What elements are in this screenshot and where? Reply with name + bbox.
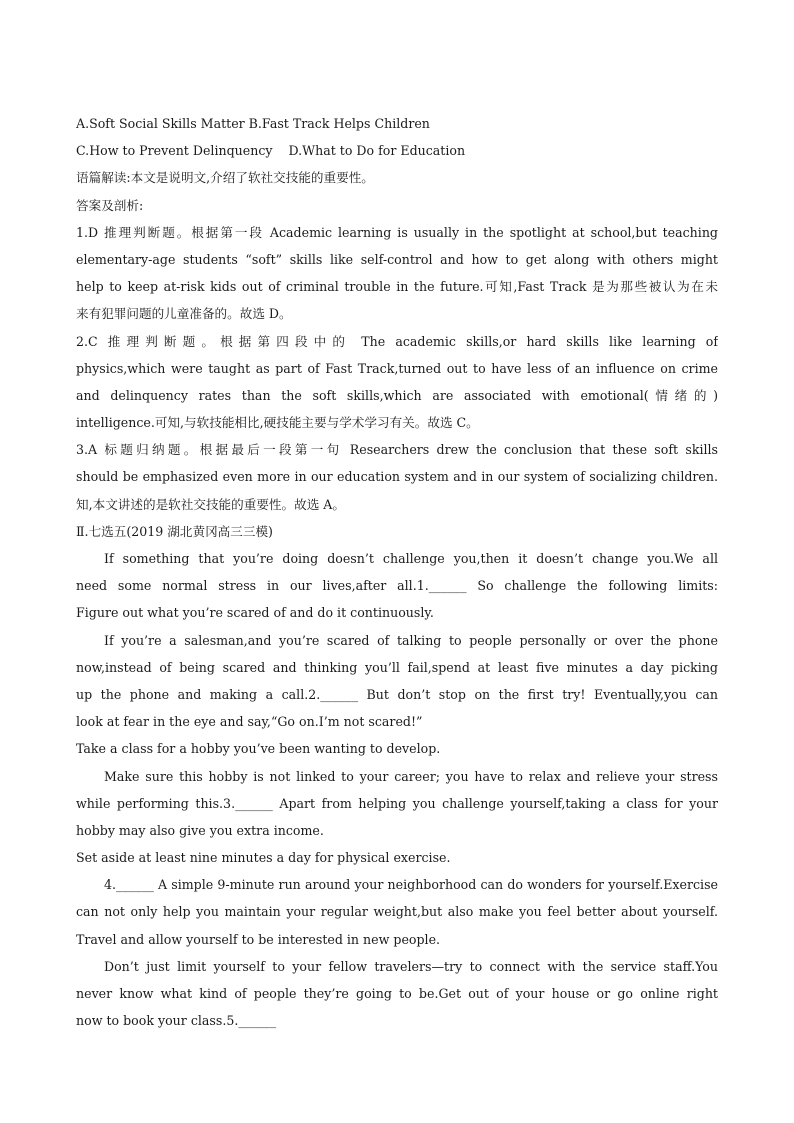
answer-line: 1.D 推理判断题。根据第一段 Academic learning is usually in the spotlight at school,but teaching — [76, 224, 718, 240]
answer-line: help to keep at-risk kids out of criminal trouble in the future.可知,Fast Track 是为那些被认为在未 — [76, 279, 718, 295]
passage-line: can not only help you maintain your regular weight,but also make you feel better about yourself. — [76, 904, 718, 920]
document-page — [76, 110, 718, 1034]
options-line-1: A.Soft Social Skills Matter B.Fast Track Helps Children — [76, 116, 430, 131]
answer-line: 2.C 推理判断题。根据第四段中的 The academic skills,or hard skills like learning of — [76, 333, 718, 349]
answer-line: 知,本文讲述的是软社交技能的重要性。故选 A。 — [76, 496, 345, 512]
passage-line: look at fear in the eye and say,“Go on.I’m not scared!” — [76, 714, 423, 730]
section-title: Ⅱ.七选五(2019 湖北黄冈高三三模) — [76, 523, 273, 539]
passage-line: hobby may also give you extra income. — [76, 822, 324, 838]
answer-line: elementary-age students “soft” skills like self-control and how to get along with others might — [76, 251, 718, 267]
passage-line: need some normal stress in our lives,after all.1.______ So challenge the following limits: — [76, 578, 718, 594]
passage-line: Set aside at least nine minutes a day for physical exercise. — [76, 850, 451, 866]
passage-line: now,instead of being scared and thinking you’ll fail,spend at least five minutes a day picking — [76, 659, 718, 675]
passage-line: now to book your class.5.______ — [76, 1013, 277, 1029]
passage-line: up the phone and making a call.2.______ But don’t stop on the first try! Eventually,you can — [76, 686, 718, 702]
answer-2 — [76, 328, 718, 437]
passage-line: If something that you’re doing doesn’t challenge you,then it doesn’t change you.We all — [104, 551, 718, 566]
answer-heading: 答案及剖析: — [76, 197, 144, 213]
reading-note: 语篇解读:本文是说明文,介绍了软社交技能的重要性。 — [76, 170, 374, 186]
answer-line: 来有犯罪问题的儿童准备的。故选 D。 — [76, 306, 292, 322]
passage-line: Take a class for a hobby you’ve been wanting to develop. — [76, 741, 441, 757]
options-line-2: C.How to Prevent Delinquency D.What to Do for Education — [76, 143, 466, 159]
passage-line: Travel and allow yourself to be interested in new people. — [76, 931, 441, 947]
passage-line: while performing this.3.______ Apart from helping you challenge yourself,taking a class for your — [76, 795, 718, 811]
answer-line: and delinquency rates than the soft skills,which are associated with emotional(情绪的) — [76, 387, 718, 403]
passage-line: never know what kind of people they’re going to be.Get out of your house or go online right — [76, 986, 718, 1001]
answer-1 — [76, 219, 718, 328]
passage-line: 4.______ A simple 9-minute run around your neighborhood can do wonders for yourself.Exercise — [104, 877, 718, 893]
passage-line: If you’re a salesman,and you’re scared of talking to people personally or over the phone — [104, 632, 718, 648]
passage — [76, 545, 718, 1034]
passage-line: Make sure this hobby is not linked to your career; you have to relax and relieve your stress — [104, 768, 718, 784]
passage-line: Don’t just limit yourself to your fellow travelers—try to connect with the service staff.You — [104, 958, 718, 974]
answer-3 — [76, 436, 718, 518]
answer-line: intelligence.可知,与软技能相比,硬技能主要与学术学习有关。故选 C。 — [76, 415, 479, 431]
answer-line: should be emphasized even more in our education system and in our system of socializing children. — [76, 469, 718, 485]
answer-line: physics,which were taught as part of Fast Track,turned out to have less of an influence on crime — [76, 360, 718, 376]
answer-line: 3.A 标题归纳题。根据最后一段第一句 Researchers drew the conclusion that these soft skills — [76, 442, 718, 458]
passage-line: Figure out what you’re scared of and do it continuously. — [76, 605, 434, 621]
